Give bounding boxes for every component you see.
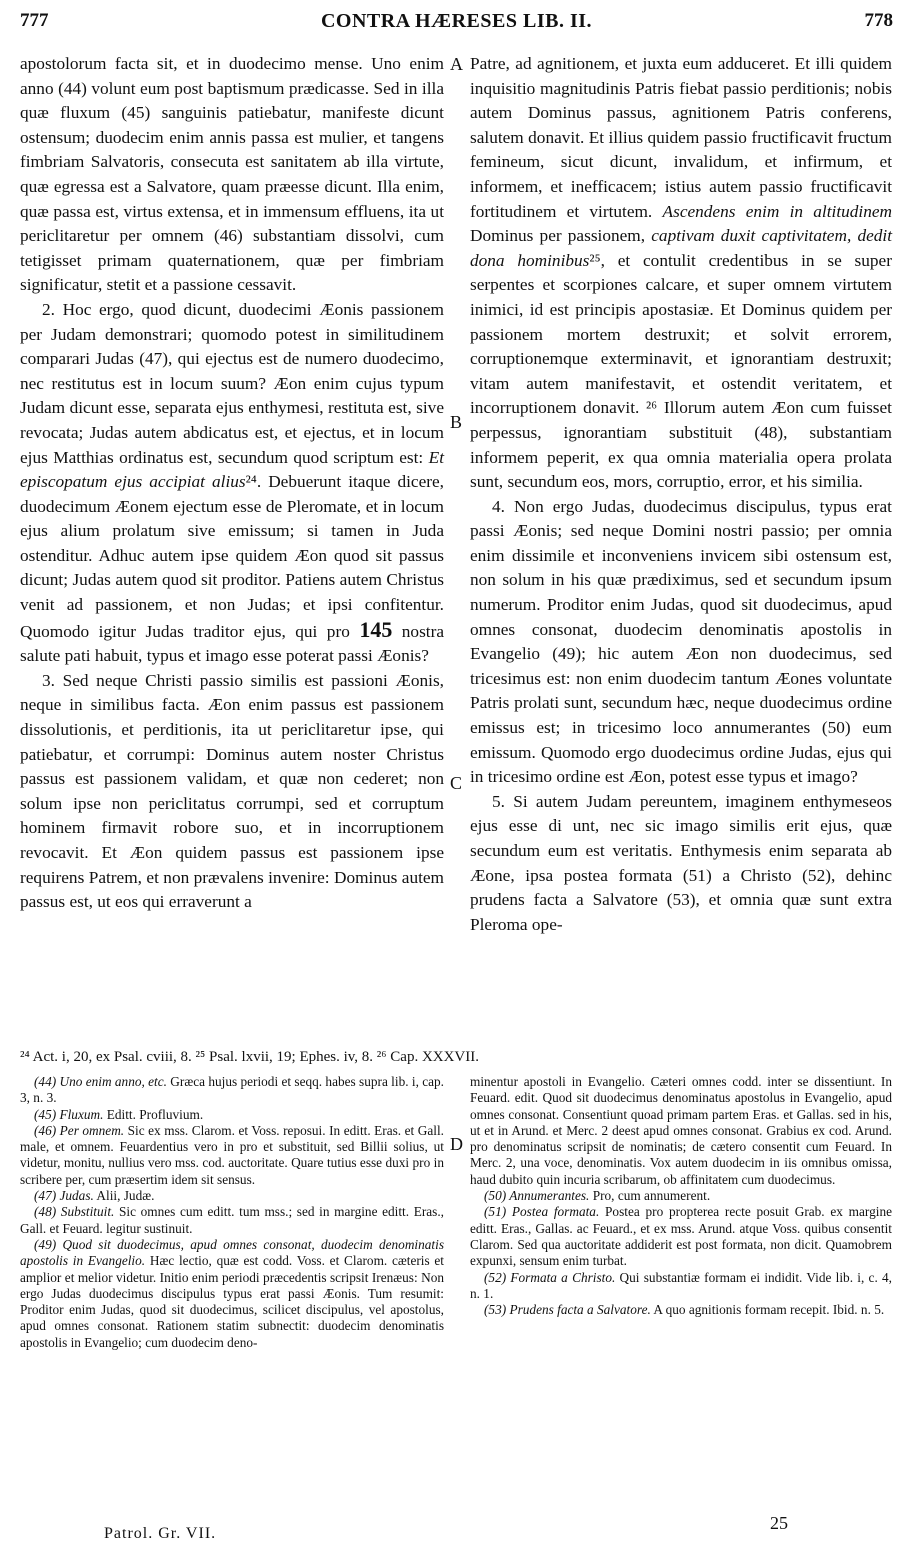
footnote-49: (49) Quod sit duodecimus, apud omnes consonat, duodecim denominatis apostolis in Evangelio. Hæc lectio, quæ est codd. Voss. et Clarom. cæteris et amplior et melior videtur. Initio enim periodi præcedentis scripsit Irenæus: Non ergo Judas duodecimus discipulus typus erat passi Æonis. Tum resumit: Proditor enim Judas, quod sit duodecimus, scilicet discipulus, vel apostolus, apud omnes consonat. Rationem statim subnectit: duodecim denominatis apostolis in Evangelio; cum duodecim deno- <box>20 1236 444 1350</box>
scripture-quote: Ascendens enim in altitudinem <box>662 201 893 221</box>
series-signature: Patrol. Gr. VII. <box>104 1525 217 1542</box>
paragraph-3: 3. Sed neque Christi passio similis est passioni Æonis, neque in similibus facta. Æon enim passus est passionem dissolutionis, et perditionis, ita ut periclitaretur ipse, qui patiebatur, et corrumpi: Dominus autem noster Christus passus est passionem validam, et quæ non cederet; non solum ipse non periclitatus corrumpi, sed et corruptum hominem firmavit robore suo, et in incorruptionem revocavit. Et Æon quidem passus est passionem ipse requirens Patrem, et non prævalens invenire: Dominus autem passus est, ut eos qui erraverunt a <box>20 670 444 912</box>
left-column <box>20 52 444 915</box>
right-column <box>470 52 892 937</box>
running-title: CONTRA HÆRESES LIB. II. <box>320 10 593 32</box>
footnote-49-continued: minentur apostoli in Evangelio. Cæteri omnes codd. inter se dissentiunt. In Feuard. edit. Quod sit duodecimus denominatus apostolus in Evangelio, apud omnes consonat. Consentiunt quoad primam partem Eras. et Gallas. sed in his, ut et in Arund. et Merc. 2 deest apud omnes consonat. Grabius ex cod. Arund. pro denominatus scripsit de nominatis; de cætero consentit cum Feuard. In Merc. 2, una voce, denominatis. Vox autem duodecim in iis omnibus omissa, haud dubito quin incuria scribarum, ob affinitatem cum duodecimus. <box>470 1074 892 1187</box>
margin-letter-b: B <box>450 412 463 432</box>
footnote-52: (52) Formata a Christo. Qui substantiæ formam ei indidit. Vide lib. i, c. 4, n. 1. <box>470 1269 892 1301</box>
footnote-45: (45) Fluxum. Editt. Profluvium. <box>34 1106 204 1122</box>
margin-letter-a: A <box>450 54 463 74</box>
scripture-quote: Et episcopatum ejus accipiat alius <box>20 447 444 492</box>
margin-letter-d: D <box>450 1134 463 1154</box>
scripture-quote: captivam duxit captivitatem, dedit dona hominibus <box>470 226 892 270</box>
paragraph-5: 5. Si autem Judam pereuntem, imaginem enthymeseos ejus esse di unt, nec sic imago similis erit ejus, quæ secundum eum est veritatis. Enthymesis enim separata ab Æone, ipsa postea formata (51) a Christo (52), dehinc prudens facta a Salvatore (53), et omnia quæ sunt extra Pleroma ope- <box>470 791 892 934</box>
paragraph-2: 2. Hoc ergo, quod dicunt, duodecimi Æonis passionem per Judam demonstrari; quomodo potest in similitudinem comparari Judas (47), qui ejectus est de numero duodecimo, nec restitutus est in locum suum? Æon enim cujus typum Judam dicunt esse, separata ejus enthymesi, restituta est, sive revocata; Judas autem abdicatus est, et ejectus, et in locum ejus Matthias ordinatus est, secundum quod scriptum est: Et episcopatum ejus accipiat alius²⁴. Debuerunt itaque dicere, duodecimum Æonem ejectum esse de Pleromate, et in locum ejus alium prolatum sive emissum; si tamen in Juda ostenditur. Adhuc autem ipse quidem Æon quod sit passus dicunt; Judas autem quod sit proditor. Patiens autem Christus venit ad passionem, et non Judas; et ipsi confitentur. Quomodo igitur Judas traditor ejus, qui pro 145 nostra salute pati habuit, typus et imago esse poterat passi Æonis? <box>20 299 445 666</box>
footnote-44: (44) Uno enim anno, etc. Græca hujus periodi et seqq. habes supra lib. i, cap. 3, n. 3. <box>20 1074 444 1106</box>
footnotes-left <box>20 1074 444 1351</box>
footnotes-right <box>470 1074 892 1318</box>
footnote-51: (51) Postea formata. Postea pro propterea recte posuit Grab. ex margine editt. Eras., Gallas. ac Feuard., et ex mss. Arund. atque Voss. quibus consentit Clarom. Sed qua auctoritate addiderit est post formata, non dicit. Quamobrem expunxi, sensum enim turbat. <box>470 1204 892 1269</box>
footnote-53: (53) Prudens facta a Salvatore. A quo agnitionis formam recepit. Ibid. n. 5. <box>484 1302 885 1318</box>
margin-letter-c: C <box>450 773 463 793</box>
footnote-47: (47) Judas. Alii, Judæ. <box>34 1188 155 1204</box>
footnote-46: (46) Per omnem. Sic ex mss. Clarom. et Voss. reposui. In editt. Eras. et Gall. male, et omnem. Feuardentius vero in pro et substituit, sed Billii solius, ut videtur, monitu, nullius vero mss. cod. auctoritate. Quare tutius esse duxi pro in scribere per, cum præsertim idem sit sensus. <box>20 1122 444 1187</box>
signature-number: 25 <box>770 1513 788 1533</box>
running-header <box>0 10 913 40</box>
page-number-left: 777 <box>20 10 49 31</box>
scripture-references: ²⁴ Act. i, 20, ex Psal. cviii, 8. ²⁵ Psal. lxvii, 19; Ephes. iv, 8. ²⁶ Cap. XXXVII. <box>20 1049 480 1065</box>
footnote-50: (50) Annumerantes. Pro, cum annumerent. <box>484 1188 711 1204</box>
footnote-48: (48) Substituit. Sic omnes cum editt. tum mss.; sed in margine editt. Eras., Gall. et Feuard. legitur sustinuit. <box>20 1204 444 1236</box>
page-number-right: 778 <box>864 10 893 31</box>
paragraph-3-continued: Patre, ad agnitionem, et juxta eum adduceret. Et illi quidem inquisitio magnitudinis Patris fiebat passio perditionis; nobis autem Dominus passus, agnitionem Patris conferens, salutem donavit. Et illius quidem passio fructificavit fructum femineum, sicut dicunt, invalidum, et infirmum, et informem, et inefficacem; istius autem passio fructificavit fortitudinem et virtutem. Ascendens enim in altitudinem Dominus per passionem, captivam duxit captivitatem, dedit dona hominibus²⁵, et contulit credentibus in se super serpentes et scorpiones calcare, et super omnem virtutem inimici, id est principis apostasiæ. Et Dominus quidem per passionem mortem destruxit; et solvit errorem, corruptionemque exterminavit, et ignorantiam destruxit; vitam autem manifestavit, et ostendit veritatem, et incorruptionem donavit. ²⁶ Illorum autem Æon cum fuisset perpessus, ignorantiam substituit (48), substantiam informem peperit, ex qua omnia materialia opera prolata sunt, secundum eos, mors, corruptio, error, et his similia. <box>470 54 893 492</box>
paragraph-4: 4. Non ergo Judas, duodecimus discipulus, typus erat passi Æonis; sed neque Domini nostri passio; per omnia enim dissimile et inconveniens invicem sibi ostensum est, non solum in his quæ prædiximus, sed et secundum ipsum numerum. Proditor enim Judas, quod sit duodecimus, apud omnes consonat, duodecim denominatis apostolis in Evangelio (49); hic autem Æon non duodecimus, sed tricesimus est: non enim duodecim tantum Æones voluntate Patris prolati sunt, secundum hæc, neque duodecimus ordine emissus est; in tricesimo loco annumerantes (50) eum emissum. Quomodo ergo duodecimus ordine Judas, ejus qui in tricesimo ordine est Æon, potest esse typus et imago? <box>470 496 892 787</box>
column-number: 145 <box>359 616 393 642</box>
paragraph-1-continued: apostolorum facta sit, et in duodecimo mense. Uno enim anno (44) volunt eum post baptismum prædicasse. Sed in illa quæ fluxum (45) sanguinis patiebatur, manifeste dicunt ostensum; duodecim enim annis passa est mulier, et tangens fimbriam Salvatoris, consecuta est sanitatem ab illa virtute, quæ egressa est a Salvatore, quam præesse dicunt. Illa enim, quæ passa est, virtus extensa, et in immensum effluens, ita ut periclitaretur per omnem (46) substantiam dissolvi, cum tetigisset primam quaternationem, quæ per fimbriam significatur, stetit et a passione cessavit. <box>20 54 444 295</box>
